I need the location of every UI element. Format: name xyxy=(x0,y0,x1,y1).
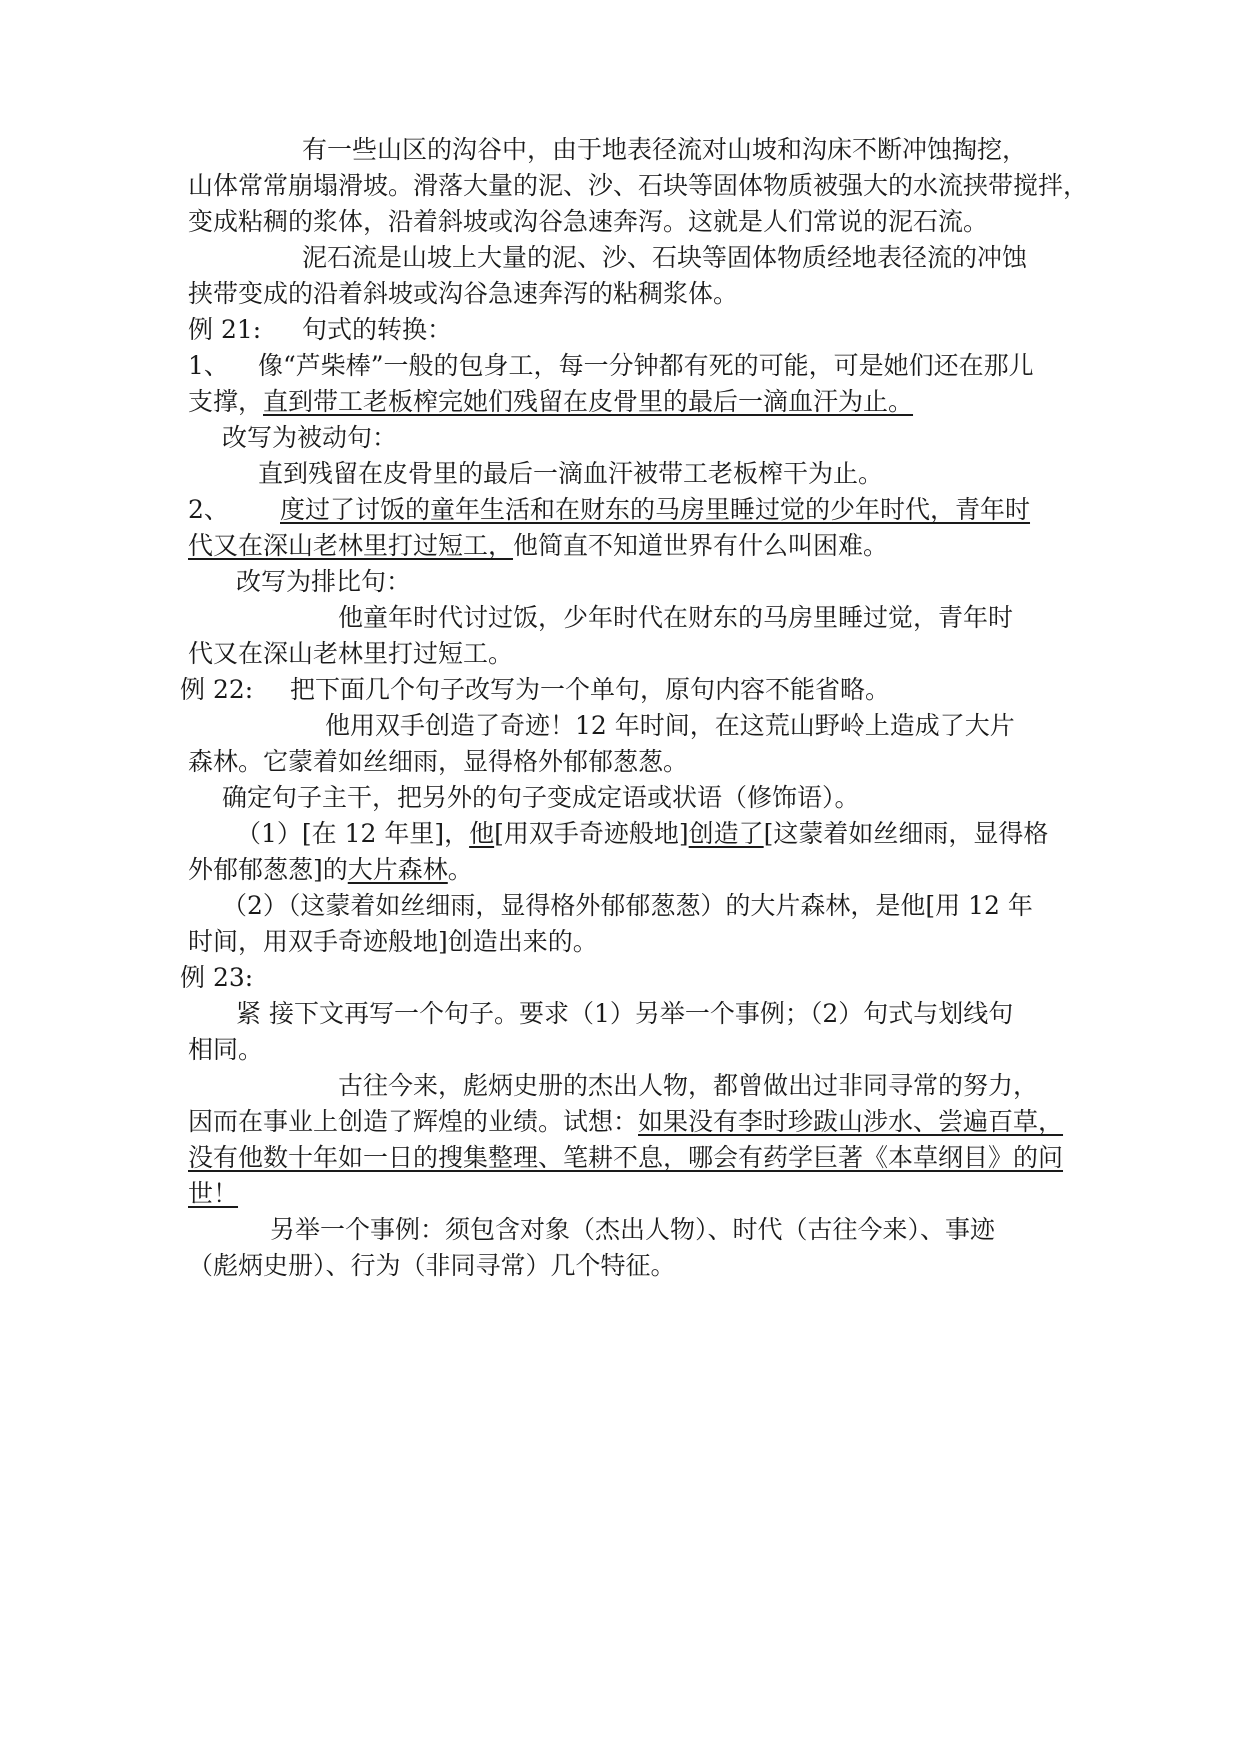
example-23-text-line-3 xyxy=(188,1140,1063,1176)
example-21-title: 句式的转换： xyxy=(302,315,453,344)
underlined-sentence: 世！ xyxy=(188,1179,239,1208)
underlined-sentence: 直到带工老板榨完她们残留在皮骨里的最后一滴血汗为止。 xyxy=(263,387,914,416)
underlined-sentence: 如果没有李时珍跋山涉水、尝遍百草， xyxy=(638,1107,1064,1136)
example-23-text-line-1: 古往今来，彪炳史册的杰出人物，都曾做出过非同寻常的努力， xyxy=(338,1071,1039,1100)
answer-1-attributive-end: 外郁郁葱葱]的 xyxy=(188,855,348,884)
example-23-hint-line-2: （彪炳史册）、行为（非同寻常）几个特征。 xyxy=(188,1251,676,1280)
rewrite-parallel-line-1: 他童年时代讨过饭，少年时代在财东的马房里睡过觉，青年时 xyxy=(338,603,1014,632)
example-22-title: 把下面几个句子改写为一个单句，原句内容不能省略。 xyxy=(290,675,891,704)
paragraph-2-line-2: 挟带变成的沿着斜坡或沟谷急速奔泻的粘稠浆体。 xyxy=(188,279,739,308)
answer-1-object: 大片森林 xyxy=(347,855,448,884)
example-23-hint-line-1: 另举一个事例：须包含对象（杰出人物）、时代（古往今来）、事迹 xyxy=(270,1215,996,1244)
answer-2-line-1: （2）（这蒙着如丝细雨，显得格外郁郁葱葱）的大片森林，是他[用 12 年 xyxy=(222,891,1033,920)
example-22-label: 例 22: xyxy=(180,675,254,704)
answer-1-subject: 他 xyxy=(469,819,495,848)
example-23-text-line-2 xyxy=(188,1104,1063,1140)
item-2-line-1 xyxy=(280,492,1030,528)
rewrite-passive-text: 直到残留在皮骨里的最后一滴血汗被带工老板榨干为止。 xyxy=(258,459,884,488)
underlined-sentence: 没有他数十年如一日的搜集整理、笔耕不息，哪会有药学巨著《本草纲目》的问 xyxy=(188,1143,1064,1172)
rewrite-parallel-line-2: 代又在深山老林里打过短工。 xyxy=(188,639,514,668)
example-22-original-line-1: 他用双手创造了奇迹！12 年时间，在这荒山野岭上造成了大片 xyxy=(325,711,1015,740)
answer-1-attributive: [这蒙着如丝细雨，显得格 xyxy=(763,819,1049,848)
item-1-lead-text: 支撑， xyxy=(188,387,264,416)
item-1-number: 1、 xyxy=(188,351,229,380)
answer-1-manner: [用双手奇迹般地] xyxy=(494,819,689,848)
example-23-lead-text: 因而在事业上创造了辉煌的业绩。试想： xyxy=(188,1107,639,1136)
answer-2-line-2: 时间，用双手奇迹般地]创造出来的。 xyxy=(188,927,598,956)
item-2-tail-text: 他简直不知道世界有什么叫困难。 xyxy=(513,531,889,560)
paragraph-1-line-1: 有一些山区的沟谷中，由于地表径流对山坡和沟床不断冲蚀掏挖， xyxy=(302,135,1028,164)
rewrite-passive-label: 改写为被动句： xyxy=(222,423,398,452)
example-23-requirement-line-1: 紧 接下文再写一个句子。要求（1）另举一个事例；（2）句式与划线句 xyxy=(236,999,1014,1028)
item-1-line-2 xyxy=(188,384,913,420)
example-23-text-line-4 xyxy=(188,1176,238,1212)
answer-1-period: 。 xyxy=(447,855,473,884)
answer-1-line-1 xyxy=(236,816,1048,852)
item-2-number: 2、 xyxy=(188,495,229,524)
underlined-sentence: 度过了讨饭的童年生活和在财东的马房里睡过觉的少年时代，青年时 xyxy=(280,495,1031,524)
paragraph-2-line-1: 泥石流是山坡上大量的泥、沙、石块等固体物质经地表径流的冲蚀 xyxy=(302,243,1028,272)
example-21-label: 例 21: xyxy=(188,315,262,344)
rewrite-parallel-label: 改写为排比句： xyxy=(236,567,412,596)
example-23-label: 例 23: xyxy=(180,963,254,992)
paragraph-1-line-2: 山体常常崩塌滑坡。滑落大量的泥、沙、石块等固体物质被强大的水流挟带搅拌， xyxy=(188,171,1089,200)
example-22-original-line-2: 森林。它蒙着如丝细雨，显得格外郁郁葱葱。 xyxy=(188,747,689,776)
example-22-method: 确定句子主干，把另外的句子变成定语或状语（修饰语）。 xyxy=(222,783,860,812)
paragraph-1-line-3: 变成粘稠的浆体，沿着斜坡或沟谷急速奔泻。这就是人们常说的泥石流。 xyxy=(188,207,989,236)
answer-1-predicate: 创造了 xyxy=(688,819,764,848)
underlined-sentence: 代又在深山老林里打过短工， xyxy=(188,531,514,560)
item-1-line-1: 像“芦柴棒”一般的包身工，每一分钟都有死的可能，可是她们还在那儿 xyxy=(258,351,1034,380)
answer-1-adverbial: （1）[在 12 年里]， xyxy=(236,819,470,848)
answer-1-line-2 xyxy=(188,852,473,888)
item-2-line-2 xyxy=(188,528,888,564)
example-23-requirement-line-2: 相同。 xyxy=(188,1035,264,1064)
